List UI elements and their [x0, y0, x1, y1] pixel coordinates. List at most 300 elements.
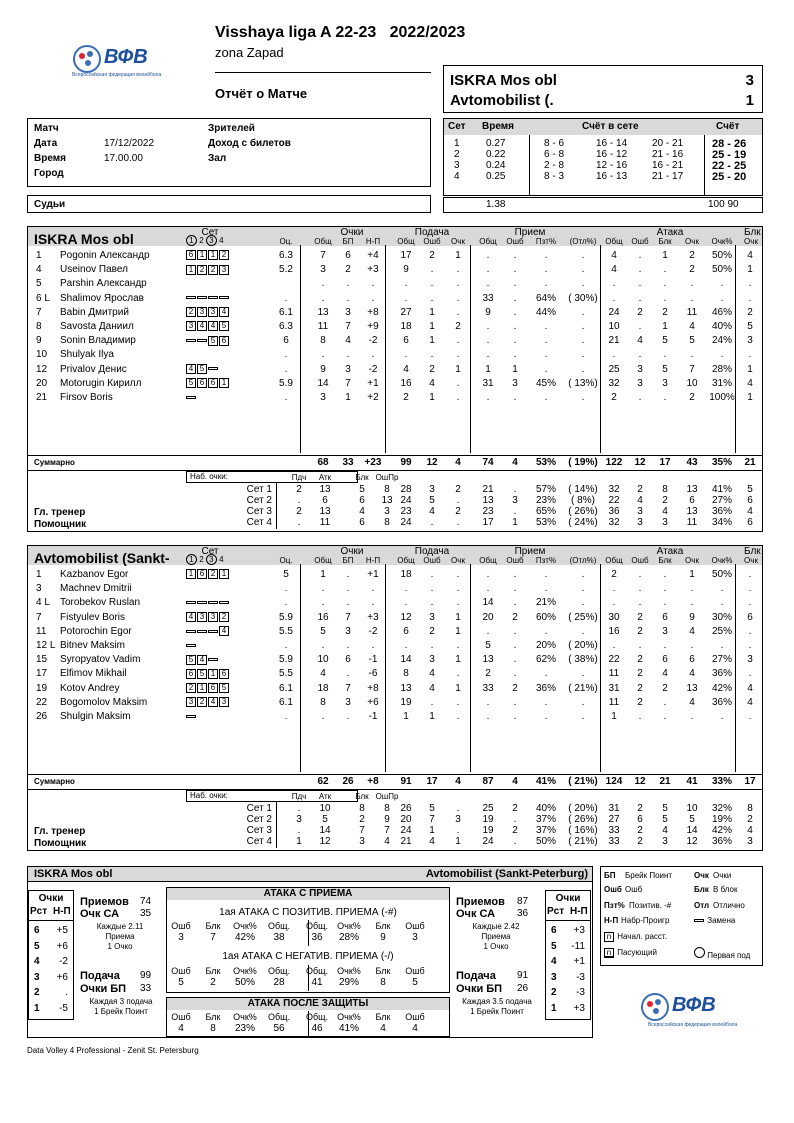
stat-a-pts: 10: [686, 377, 698, 389]
set-atk: 11: [319, 517, 331, 528]
sets-total-time: 1.38: [486, 199, 506, 210]
stat-a-blk: .: [663, 711, 667, 722]
rotation-value: -5: [59, 1002, 68, 1014]
stat-a-pct: 36%: [711, 668, 732, 680]
set-stat-b: 6: [747, 517, 753, 528]
stat-a-pct: 46%: [711, 306, 732, 318]
stat-a-blk: 1: [662, 250, 668, 261]
stat-bp: 6: [345, 654, 351, 666]
zone-label: zona Zapad: [215, 45, 284, 60]
stat-a-pct: 25%: [711, 625, 732, 637]
rotation-number: 6: [551, 925, 557, 936]
set-label: Сет 4: [246, 517, 272, 528]
stat-a-err: .: [638, 278, 642, 290]
stat-r-pos: .: [544, 349, 548, 361]
set-stat-a-err: 2: [637, 825, 643, 836]
t1-s-every2: 1 Брейк Поинт: [94, 1007, 148, 1016]
stat-r-pos: 21%: [535, 597, 556, 609]
set-stat-a-blk: 8: [662, 484, 668, 495]
set-stat-r-tot: 24: [482, 836, 494, 847]
set-stat-s-pts: 1: [455, 836, 461, 847]
set-stat-r-exc: ( 8%): [571, 495, 595, 506]
set-stat-r-err: .: [513, 484, 517, 495]
player-name: Bogomolov Maksim: [60, 696, 148, 708]
rotation-value: +1: [573, 956, 585, 967]
legend-box: [600, 866, 763, 966]
summary-r-pos: 41%: [535, 776, 556, 787]
assistant-label: Помощник: [34, 519, 87, 530]
stat-bp: .: [346, 668, 350, 680]
summary-tot: 62: [317, 776, 329, 787]
atk-header: Атк: [318, 473, 332, 482]
player-sets: 4 5: [186, 364, 219, 376]
stat-np: -6: [368, 668, 378, 680]
stat-a-pts: .: [690, 583, 694, 595]
stat-r-exc: .: [581, 569, 585, 580]
stat-oc: .: [284, 363, 288, 375]
player-name: Syropyatov Vadim: [60, 654, 141, 666]
player-name: Potorochin Egor: [60, 625, 132, 637]
set-blk: 4: [359, 506, 365, 517]
stat-r-err: .: [513, 306, 517, 318]
stat-a-pct: 30%: [711, 611, 732, 623]
set-stat-r-err: 2: [512, 803, 518, 814]
set-stat-r-exc: ( 20%): [568, 803, 598, 814]
stat-np: +6: [367, 696, 379, 708]
set-label: Сет 3: [246, 506, 272, 517]
stat-r-tot: .: [486, 321, 490, 332]
stat-r-exc: .: [581, 711, 585, 722]
summary-label: Суммарно: [34, 777, 75, 786]
atk-def-h-err: Ошб: [171, 1012, 191, 1022]
set-stat-s-pts: .: [456, 825, 460, 836]
stat-oc: .: [284, 711, 288, 722]
stat-tot: 18: [317, 682, 329, 694]
player-number: 7: [36, 306, 42, 318]
stat-np: +8: [367, 682, 379, 694]
stat-a-blk: 4: [662, 668, 668, 680]
stat-r-exc: .: [581, 335, 585, 347]
match-info: [27, 118, 431, 187]
logo-subtext: Всероссийская федерация волейбола: [72, 72, 162, 78]
stat-tot: 8: [320, 696, 326, 708]
set-score: 25 - 20: [712, 171, 747, 183]
stat-s-pts: 1: [455, 654, 461, 666]
player-sets: 2 3 3 4: [186, 307, 230, 319]
set-label: Сет 2: [246, 495, 272, 506]
player-sets: [186, 597, 230, 609]
summary-a-pct: 33%: [711, 776, 732, 787]
set-stat-a-pts: 6: [689, 495, 695, 506]
atk-pos-h-blk: Блк: [205, 921, 221, 931]
start-position-icon: n: [604, 932, 614, 942]
stat-tot: 14: [317, 377, 329, 389]
player-number: 1: [36, 250, 42, 261]
stat-np: -2: [368, 625, 378, 637]
set-stat-a-blk: 3: [662, 836, 668, 847]
pdch-header: Пдч: [291, 792, 307, 801]
stat-np: .: [371, 640, 375, 651]
player-sets: 5 6 6 1: [186, 378, 230, 390]
atk-tot-header: Общ: [605, 237, 623, 246]
stat-a-tot: 1: [611, 711, 617, 722]
stat-bp: 2: [345, 264, 351, 276]
summary-b: 17: [744, 776, 756, 787]
atk-neg-h-err: Ошб: [405, 966, 425, 976]
set-stat-s-err: 4: [429, 836, 435, 847]
stat-a-pts: 13: [686, 682, 698, 694]
legend-ochk-text: Очки: [713, 871, 732, 880]
stat-a-pts: 6: [689, 654, 695, 666]
negative-reception-title: 1ая АТАКА С НЕГАТИВ. ПРИЕМА (-/): [222, 951, 394, 962]
atk-header: Атк: [318, 792, 332, 801]
atk-pts-header: Очк: [685, 237, 699, 246]
set-stat-s-tot: 24: [400, 495, 412, 506]
atk-neg-h-tot: Общ.: [305, 966, 329, 976]
t1-bp-label: Очки БП: [80, 983, 127, 995]
set-header: Сет: [201, 546, 219, 557]
summary-s-pts: 4: [455, 457, 461, 468]
stat-b: .: [748, 625, 752, 637]
stat-s-tot: 16: [400, 377, 412, 389]
stat-b: .: [748, 349, 752, 361]
rotation-number: 5: [551, 940, 557, 952]
atk-neg-h-blk: Блк: [205, 966, 221, 976]
stat-b: 4: [747, 250, 753, 261]
scoreboard-score2: 1: [745, 92, 754, 109]
set-stat-s-err: 3: [429, 484, 435, 495]
bottom-team2: Avtomobilist (Sankt-Peterburg): [425, 868, 588, 880]
set-osh: 8: [384, 484, 390, 495]
stat-s-err: 1: [429, 335, 435, 347]
serve-tot-header: Общ: [397, 237, 415, 246]
stat-b: .: [748, 597, 752, 609]
legend-ochk: Очк: [694, 871, 709, 880]
legend-osh: Ошб: [604, 885, 622, 894]
stat-a-pts: 4: [689, 696, 695, 708]
stat-r-exc: .: [581, 668, 585, 680]
set-circles: 1 2 3 4: [186, 235, 224, 247]
stat-a-err: .: [638, 264, 642, 276]
player-name: Bitnev Maksim: [60, 640, 126, 651]
stat-tot: .: [321, 278, 325, 290]
atk-def-value: 23%: [234, 1023, 255, 1034]
stat-s-err: 2: [429, 363, 435, 375]
stat-s-err: .: [430, 349, 434, 361]
set-number: 1: [454, 138, 460, 149]
stat-r-pos: .: [544, 264, 548, 276]
stat-r-pos: .: [544, 696, 548, 708]
stat-r-exc: .: [581, 264, 585, 276]
stat-s-tot: 18: [400, 569, 412, 580]
stat-tot: .: [321, 640, 325, 651]
stat-s-tot: 17: [400, 250, 412, 261]
atk-neg-value: 5: [412, 977, 418, 988]
scoreboard-team1: ISKRA Mos obl: [450, 72, 557, 89]
np-header: Н-П: [365, 237, 381, 246]
atk-def-h-pct: Очк%: [233, 1012, 257, 1022]
stat-r-exc: .: [581, 583, 585, 595]
stat-b: 4: [747, 377, 753, 389]
stat-a-tot: 4: [611, 250, 617, 261]
stat-bp: .: [346, 640, 350, 651]
stat-b: 4: [747, 696, 753, 708]
stat-s-tot: .: [404, 640, 408, 651]
stat-s-pts: .: [456, 696, 460, 708]
stat-a-pts: .: [690, 292, 694, 304]
summary-r-pos: 53%: [535, 457, 556, 468]
stat-r-tot: 5: [485, 640, 491, 651]
stat-s-tot: 9: [403, 264, 409, 276]
set-stat-s-err: 1: [429, 825, 435, 836]
set-stat-s-err: 5: [429, 803, 435, 814]
stat-b: 6: [747, 611, 753, 623]
stat-r-err: .: [513, 335, 517, 347]
legend-np: Н-П: [604, 916, 619, 925]
stat-a-pts: 7: [689, 363, 695, 375]
summary-s-tot: 91: [400, 776, 412, 787]
stat-tot: .: [321, 597, 325, 609]
stat-s-pts: .: [456, 349, 460, 361]
set-number: 4: [454, 171, 460, 182]
stat-a-tot: 11: [608, 668, 620, 680]
legend-start: n Начал. расст.: [604, 931, 667, 943]
oshpr-header: ОшПр: [375, 792, 399, 801]
stat-a-blk: .: [663, 392, 667, 403]
stat-r-exc: .: [581, 278, 585, 290]
logo-text: ВФВ: [104, 46, 148, 68]
stat-b: 3: [747, 654, 753, 666]
stat-s-err: .: [430, 696, 434, 708]
player-sets: 5 6: [186, 335, 230, 347]
stat-tot: 7: [320, 250, 326, 261]
set-partial-3: 21 - 17: [652, 171, 684, 182]
atk-err-header: Ошб: [631, 556, 649, 565]
stat-np: +3: [367, 611, 379, 623]
stat-a-pts: .: [690, 711, 694, 722]
set-stat-a-err: 6: [637, 814, 643, 825]
set-stat-s-pts: 2: [455, 484, 461, 495]
set-atk: 13: [319, 506, 331, 517]
stat-r-exc: .: [581, 321, 585, 332]
stat-a-blk: 6: [662, 654, 668, 666]
player-name: Babin Дмитрий: [60, 306, 129, 318]
stat-a-tot: 4: [611, 264, 617, 276]
stat-r-tot: 14: [482, 597, 494, 609]
stat-s-pts: 1: [455, 363, 461, 375]
volleyball-logo-icon: [640, 992, 670, 1022]
player-sets: [186, 711, 197, 723]
stat-s-err: .: [430, 583, 434, 595]
atk-pos-h-pct: Очк%: [337, 921, 361, 931]
set-score: 25 - 19: [712, 149, 747, 161]
stat-r-err: .: [513, 668, 517, 680]
stat-r-tot: 33: [482, 682, 494, 694]
stat-s-pts: .: [456, 306, 460, 318]
set-score: 28 - 26: [712, 138, 747, 150]
set-partial-3: 20 - 21: [652, 138, 684, 149]
stat-a-pct: 42%: [711, 682, 732, 694]
stat-np: +4: [367, 250, 379, 261]
date-label: Дата: [34, 138, 58, 149]
stat-a-blk: 3: [662, 625, 668, 637]
stat-a-blk: .: [663, 640, 667, 651]
stat-a-tot: 32: [608, 377, 620, 389]
set-stat-s-pts: .: [456, 495, 460, 506]
atk-neg-value: 28: [273, 977, 285, 988]
set-stat-a-tot: 32: [608, 484, 620, 495]
player-sets: 3 4 4 5: [186, 321, 230, 333]
stat-oc: 6: [283, 335, 289, 347]
sets-header-set: Сет: [448, 121, 466, 132]
reception-header: Прием: [514, 227, 546, 238]
summary-a-blk: 21: [659, 776, 671, 787]
set-stat-r-pos: 57%: [535, 484, 556, 495]
atk-pos-value: 7: [210, 932, 216, 943]
stat-s-tot: 19: [400, 696, 412, 708]
stat-a-err: 2: [637, 682, 643, 694]
atk-pos-h-pct: Очк%: [233, 921, 257, 931]
player-number: 15: [36, 654, 48, 666]
stat-s-tot: 2: [403, 392, 409, 403]
atk-pos-value: 28%: [338, 932, 359, 943]
stat-a-blk: .: [663, 569, 667, 580]
scoreboard-score1: 3: [745, 72, 754, 89]
player-name: Shulyak Ilya: [60, 349, 114, 361]
stat-np: +1: [367, 569, 379, 580]
sets-total-score: 100 90: [708, 199, 739, 210]
player-name: Kotov Andrey: [60, 682, 120, 694]
player-number: 4 L: [36, 597, 50, 609]
stat-oc: 5.9: [279, 377, 293, 389]
spectators-label: Зрителей: [208, 123, 255, 134]
stat-s-err: 3: [429, 654, 435, 666]
blk-pts-header: Очк: [744, 237, 758, 246]
rot2-rst-label: Рст: [547, 906, 565, 917]
player-number: 12: [36, 363, 48, 375]
sets-header-time: Время: [482, 121, 514, 132]
player-name: Firsov Boris: [60, 392, 113, 403]
stat-a-tot: .: [612, 292, 616, 304]
atk-def-h-blk: Блк: [375, 1012, 391, 1022]
stat-r-pos: .: [544, 668, 548, 680]
set-stat-r-pos: 37%: [535, 814, 556, 825]
time-value: 17.00.00: [104, 153, 143, 164]
set-label: Сет 1: [246, 484, 272, 495]
legend-setter: n Пасующий: [604, 947, 657, 959]
stat-r-pos: .: [544, 321, 548, 332]
rotation-number: 4: [551, 956, 557, 967]
stat-np: -1: [368, 654, 378, 666]
rec-err-header: Ошб: [506, 237, 524, 246]
set-time: 0.24: [486, 160, 506, 171]
stat-r-err: .: [513, 321, 517, 332]
logo-subtext: Всероссийская федерация волейбола: [648, 1022, 738, 1028]
stat-r-tot: 20: [482, 611, 494, 623]
set-label: Сет 1: [246, 803, 272, 814]
stat-oc: 5: [283, 569, 289, 580]
stat-r-err: .: [513, 349, 517, 361]
player-number: 19: [36, 682, 48, 694]
rotation-value: .: [65, 987, 68, 998]
stat-a-err: .: [638, 292, 642, 304]
stat-r-tot: 9: [485, 306, 491, 318]
set-number: 2: [454, 149, 460, 160]
stat-s-pts: 2: [455, 321, 461, 332]
set-stat-r-err: 3: [512, 495, 518, 506]
stat-r-exc: ( 30%): [568, 292, 598, 304]
stat-r-err: .: [513, 583, 517, 595]
set-stat-s-tot: 24: [400, 517, 412, 528]
stat-a-pts: 11: [686, 306, 698, 318]
player-sets: 5 4: [186, 654, 219, 666]
stat-a-err: .: [638, 349, 642, 361]
stat-s-tot: .: [404, 583, 408, 595]
legend-otl-text: Отлично: [713, 901, 745, 910]
set-stat-r-exc: ( 21%): [568, 836, 598, 847]
t2-s-every2: 1 Брейк Поинт: [470, 1007, 524, 1016]
stat-r-tot: .: [486, 392, 490, 403]
stat-a-pct: .: [720, 640, 724, 651]
stat-bp: .: [346, 711, 350, 722]
blk-header: Блк: [744, 227, 761, 238]
atk-pos-h-err: Ошб: [405, 921, 425, 931]
stat-a-pct: 40%: [711, 321, 732, 332]
set-stat-a-tot: 36: [608, 506, 620, 517]
stat-b: 1: [747, 264, 753, 276]
stat-a-pct: 28%: [711, 363, 732, 375]
stat-tot: 11: [317, 321, 329, 332]
stat-a-tot: 2: [611, 392, 617, 403]
serve-header: Подача: [414, 227, 450, 238]
player-number: 5: [36, 278, 42, 290]
stat-s-tot: .: [404, 278, 408, 290]
stat-a-tot: 24: [608, 306, 620, 318]
set-stat-a-tot: 33: [608, 825, 620, 836]
stat-oc: 6.3: [279, 250, 293, 261]
rec-err-header: Ошб: [506, 556, 524, 565]
set-partial-3: 21 - 16: [652, 149, 684, 160]
stat-bp: 7: [345, 682, 351, 694]
stat-a-tot: .: [612, 583, 616, 595]
stat-b: 2: [747, 306, 753, 318]
stat-s-err: .: [430, 640, 434, 651]
stat-s-tot: .: [404, 349, 408, 361]
atk-pos-value: 3: [412, 932, 418, 943]
t2-sa-label: Очк СА: [456, 908, 496, 920]
stat-s-pts: .: [456, 569, 460, 580]
stat-tot: 13: [317, 306, 329, 318]
summary-s-tot: 99: [400, 457, 412, 468]
stat-r-err: .: [513, 250, 517, 261]
set-stat-a-blk: 4: [662, 825, 668, 836]
stat-r-tot: .: [486, 583, 490, 595]
stat-b: 1: [747, 392, 753, 403]
coach-label: Гл. тренер: [34, 826, 86, 837]
summary-s-err: 17: [426, 776, 438, 787]
points-header: Очки: [340, 546, 364, 557]
stat-a-tot: 25: [608, 363, 620, 375]
player-number: 4: [36, 264, 42, 276]
set-stat-r-tot: 23: [482, 506, 494, 517]
summary-r-tot: 74: [482, 457, 494, 468]
set-atk: 5: [322, 814, 328, 825]
serve-tot-header: Общ: [397, 556, 415, 565]
stat-s-pts: .: [456, 377, 460, 389]
stat-s-err: 4: [429, 668, 435, 680]
set-blk: 6: [359, 495, 365, 506]
stat-oc: .: [284, 392, 288, 403]
